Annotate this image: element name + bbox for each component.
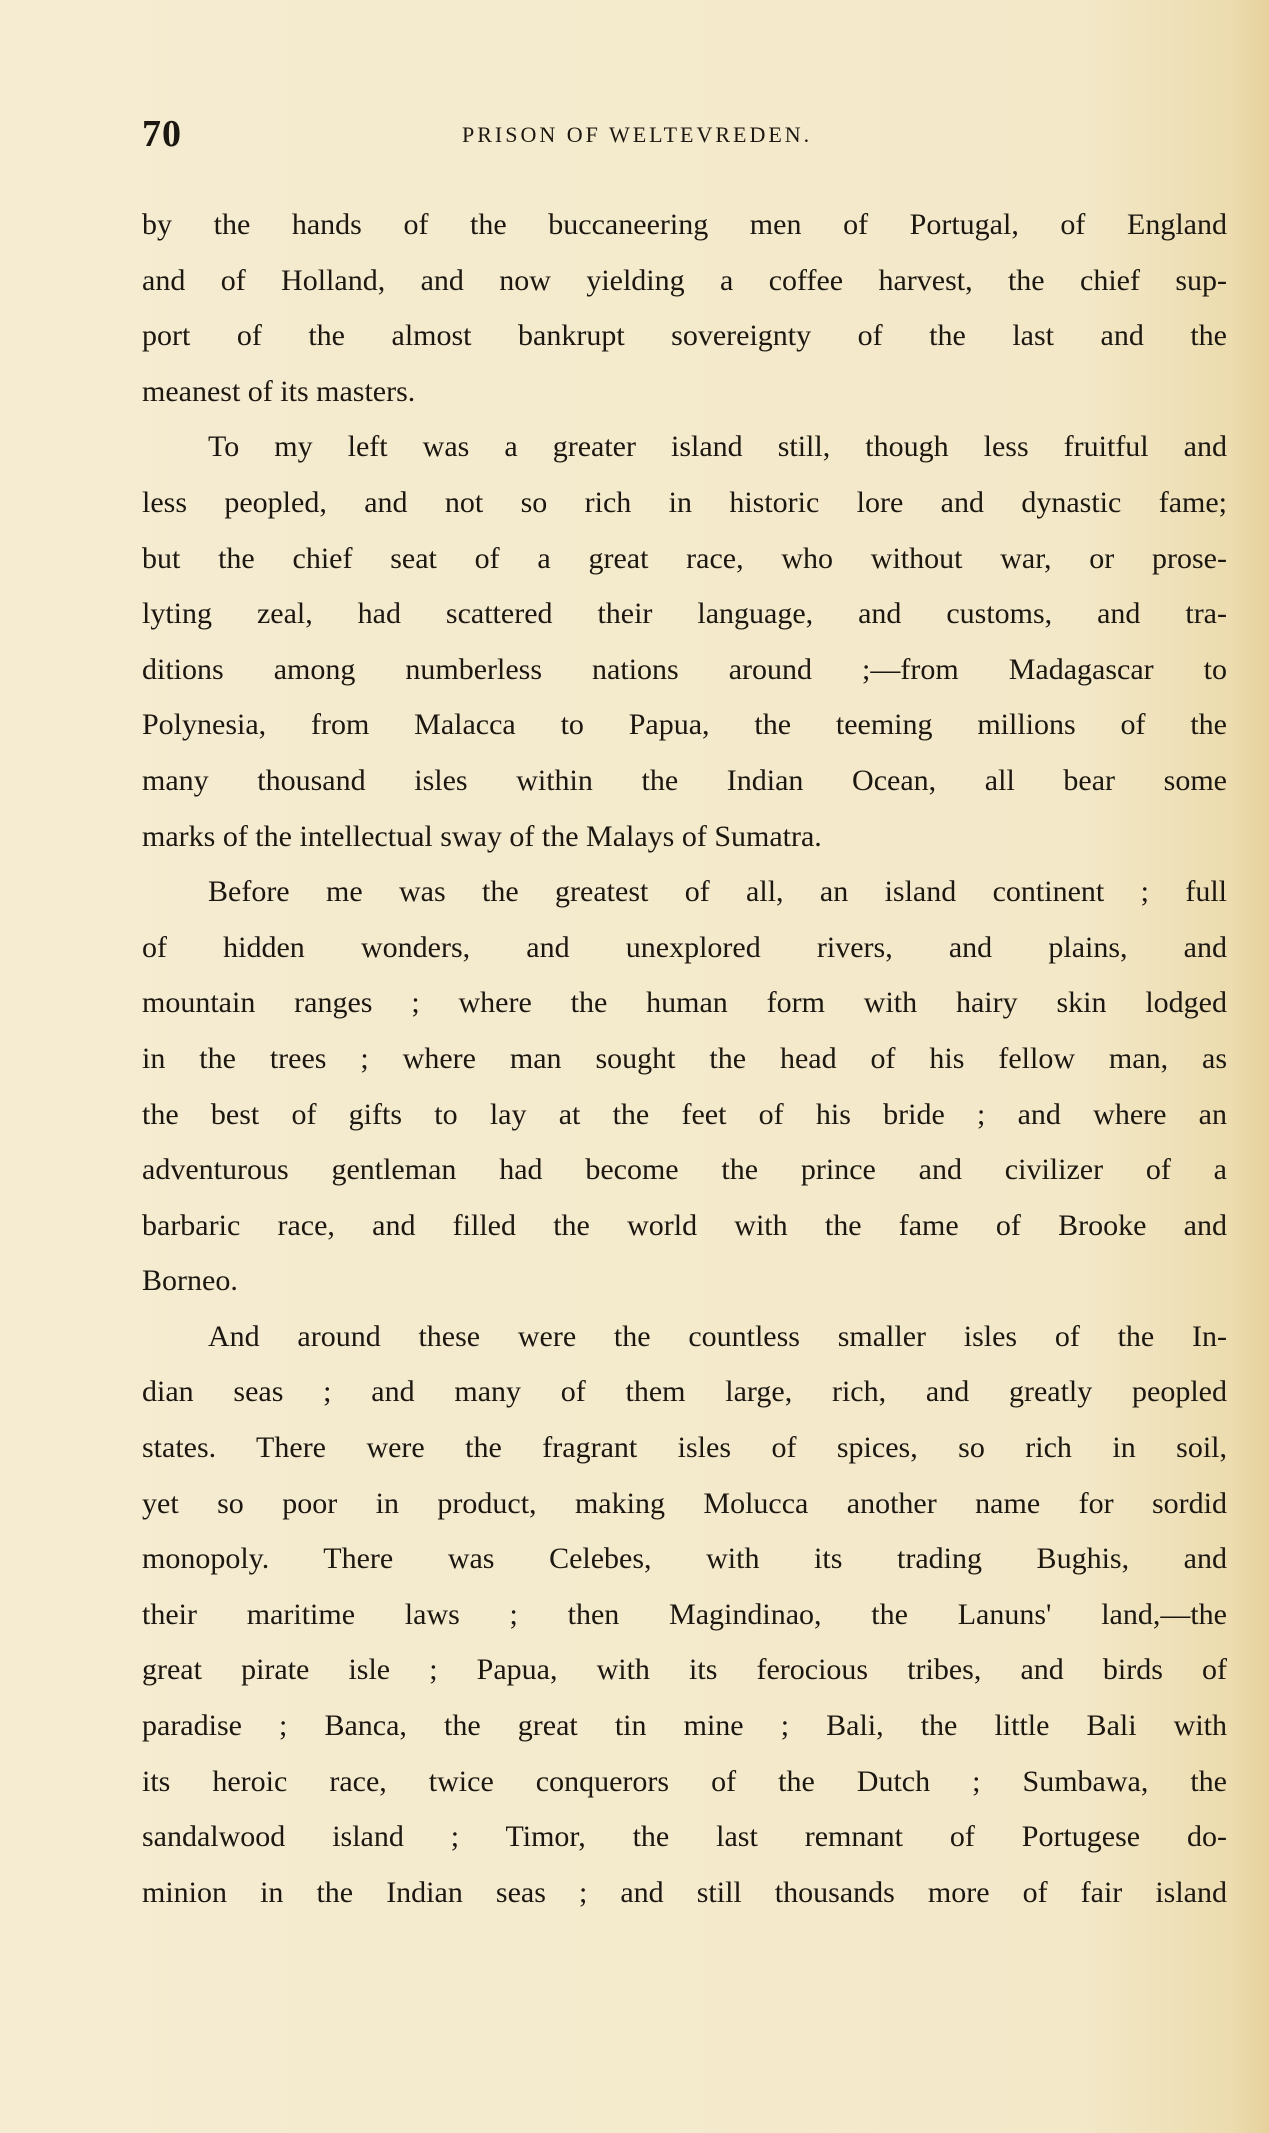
text-line: many thousand isles within the Indian Ocean, all bear some	[142, 763, 1227, 797]
text-line: states. There were the fragrant isles of spices, so rich in soil,	[142, 1431, 1227, 1465]
page-number: 70	[142, 113, 182, 155]
text-line: dian seas ; and many of them large, rich, and greatly peopled	[142, 1375, 1227, 1409]
text-line: and of Holland, and now yielding a coffee harvest, the chief sup-	[142, 263, 1227, 297]
text-line: Borneo.	[142, 1264, 238, 1298]
text-line: Polynesia, from Malacca to Papua, the teeming millions of the	[142, 708, 1227, 742]
text-line: monopoly. There was Celebes, with its trading Bughis, and	[142, 1542, 1227, 1576]
text-line: less peopled, and not so rich in historic lore and dynastic fame;	[142, 485, 1227, 519]
text-line: in the trees ; where man sought the head of his fellow man, as	[142, 1041, 1227, 1075]
text-line: marks of the intellectual sway of the Malays of Sumatra.	[142, 819, 822, 853]
text-line: but the chief seat of a great race, who without war, or prose-	[142, 541, 1227, 575]
running-head: PRISON OF WELTEVREDEN.	[462, 122, 813, 147]
text-line: port of the almost bankrupt sovereignty of the last and the	[142, 319, 1227, 353]
text-line: lyting zeal, had scattered their language, and customs, and tra-	[142, 597, 1227, 631]
text-line: barbaric race, and filled the world with the fame of Brooke and	[142, 1208, 1227, 1242]
text-line: Before me was the greatest of all, an island continent ; full	[208, 875, 1227, 909]
text-line: by the hands of the buccaneering men of Portugal, of England	[142, 208, 1227, 241]
text-line: the best of gifts to lay at the feet of his bride ; and where an	[142, 1097, 1227, 1131]
text-line: sandalwood island ; Timor, the last remnant of Portugese do-	[142, 1820, 1227, 1854]
text-line: And around these were the countless smaller isles of the In-	[208, 1319, 1227, 1353]
text-line: of hidden wonders, and unexplored rivers, and plains, and	[142, 930, 1227, 964]
text-line: yet so poor in product, making Molucca another name for sordid	[142, 1486, 1227, 1520]
page-header	[142, 112, 1227, 155]
text-line: minion in the Indian seas ; and still thousands more of fair island	[142, 1875, 1227, 1909]
text-line: adventurous gentleman had become the prince and civilizer of a	[142, 1153, 1227, 1187]
text-line: its heroic race, twice conquerors of the Dutch ; Sumbawa, the	[142, 1764, 1227, 1798]
text-line: their maritime laws ; then Magindinao, the Lanuns' land,—the	[142, 1597, 1227, 1631]
text-line: paradise ; Banca, the great tin mine ; Bali, the little Bali with	[142, 1709, 1227, 1743]
text-line: great pirate isle ; Papua, with its ferocious tribes, and birds of	[142, 1653, 1227, 1687]
text-line: mountain ranges ; where the human form with hairy skin lodged	[142, 986, 1227, 1020]
text-line: meanest of its masters.	[142, 374, 416, 408]
text-line: ditions among numberless nations around ;—from Madagascar to	[142, 652, 1227, 686]
body-text	[142, 197, 1227, 1920]
text-line: To my left was a greater island still, though less fruitful and	[208, 430, 1227, 464]
